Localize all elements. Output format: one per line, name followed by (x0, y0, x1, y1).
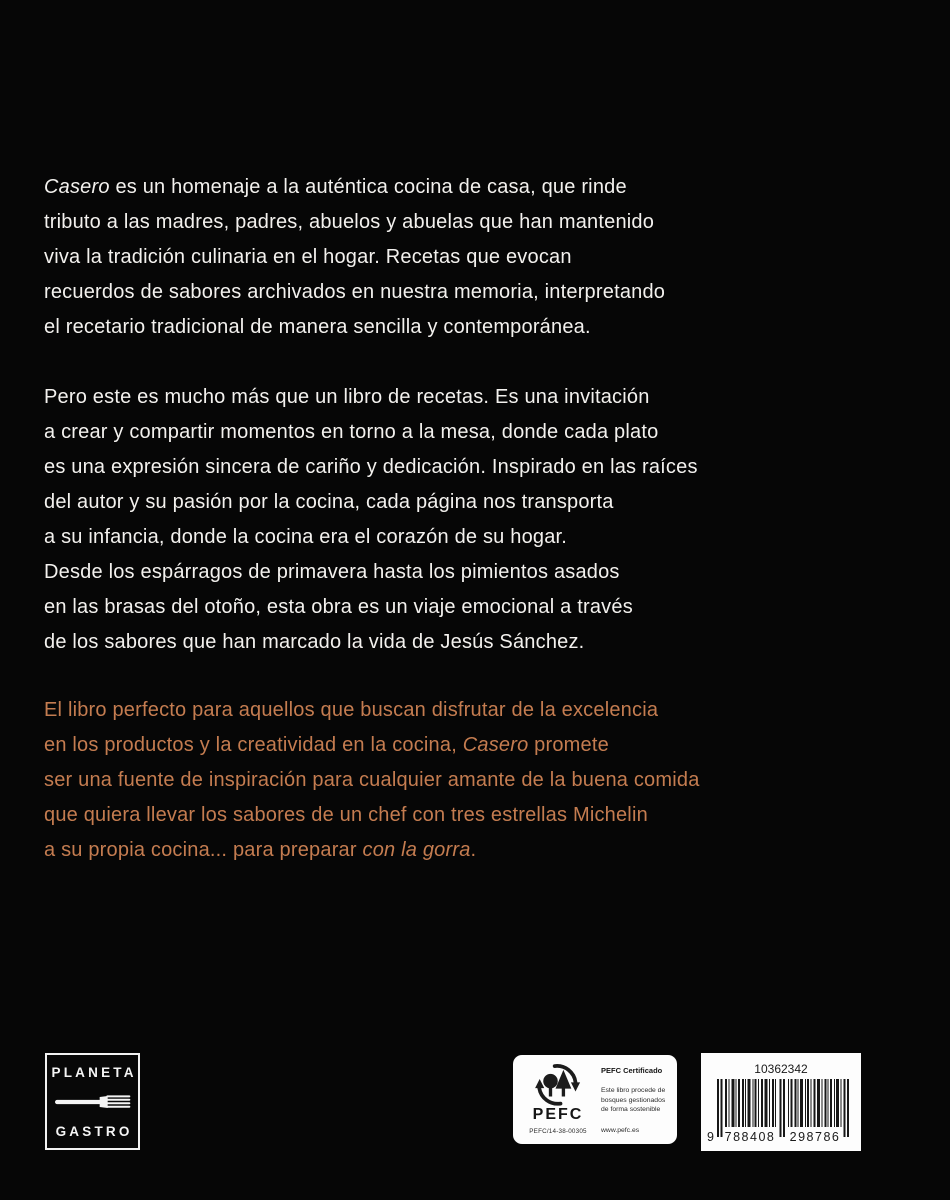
ean-right-group: 298786 (789, 1130, 841, 1144)
ean-prefix: 9 (707, 1130, 714, 1144)
pefc-logo-block (523, 1062, 593, 1138)
pefc-description: Este libro procede de bosques gestionados de forma sostenible (601, 1087, 666, 1113)
paragraph-body: Pero este es mucho más que un libro de recetas. Es una invitación a crear y compartir momentos en torno a la mesa, donde cada plato es una expresión sincera de cariño y dedicación. Inspirado en las raíces del autor y su pasión por la cocina, cada página nos transporta a su infancia, donde la cocina era el corazón de su hogar. Desde los espárragos de primavera hasta los pimientos asados en las brasas del otoño, esta obra es un viaje emocional a través de los sabores que han marcado la vida de Jesús Sánchez. (44, 386, 698, 653)
pefc-title: PEFC Certificado (601, 1066, 663, 1075)
pefc-url: www.pefc.es (601, 1126, 640, 1134)
pefc-certificate-label (513, 1055, 677, 1144)
planeta-gastro-logo (45, 1053, 140, 1150)
pefc-text-block (593, 1062, 669, 1138)
ean-left-group: 788408 (724, 1130, 776, 1144)
gastro-label: GASTRO (55, 1123, 133, 1139)
barcode-bars (701, 1053, 861, 1151)
fork-icon (53, 1092, 133, 1112)
pefc-wordmark: PEFC (532, 1106, 584, 1123)
barcode (701, 1053, 861, 1151)
planeta-label: PLANETA (51, 1065, 137, 1080)
barcode-top-number: 10362342 (754, 1062, 808, 1076)
pefc-trees-recycle-icon (533, 1062, 583, 1106)
pefc-license-code: PEFC/14-38-00305 (529, 1128, 587, 1135)
paragraph-intro: Casero es un homenaje a la auténtica cocina de casa, que rinde tributo a las madres, padres, abuelos y abuelas que han mantenido viva la tradición culinaria en el hogar. Recetas que evocan recuerdos de sabores archivados en nuestra memoria, interpretando el recetario tradicional de manera sencilla y contemporánea. (44, 176, 666, 338)
paragraph-highlight: El libro perfecto para aquellos que buscan disfrutar de la excelencia en los productos y la creatividad en la cocina, Casero promete ser una fuente de inspiración para cualquier amante de la buena comida que quiera llevar los sabores de un chef con tres estrellas Michelin a su propia cocina... para preparar con la gorra. (44, 699, 700, 861)
